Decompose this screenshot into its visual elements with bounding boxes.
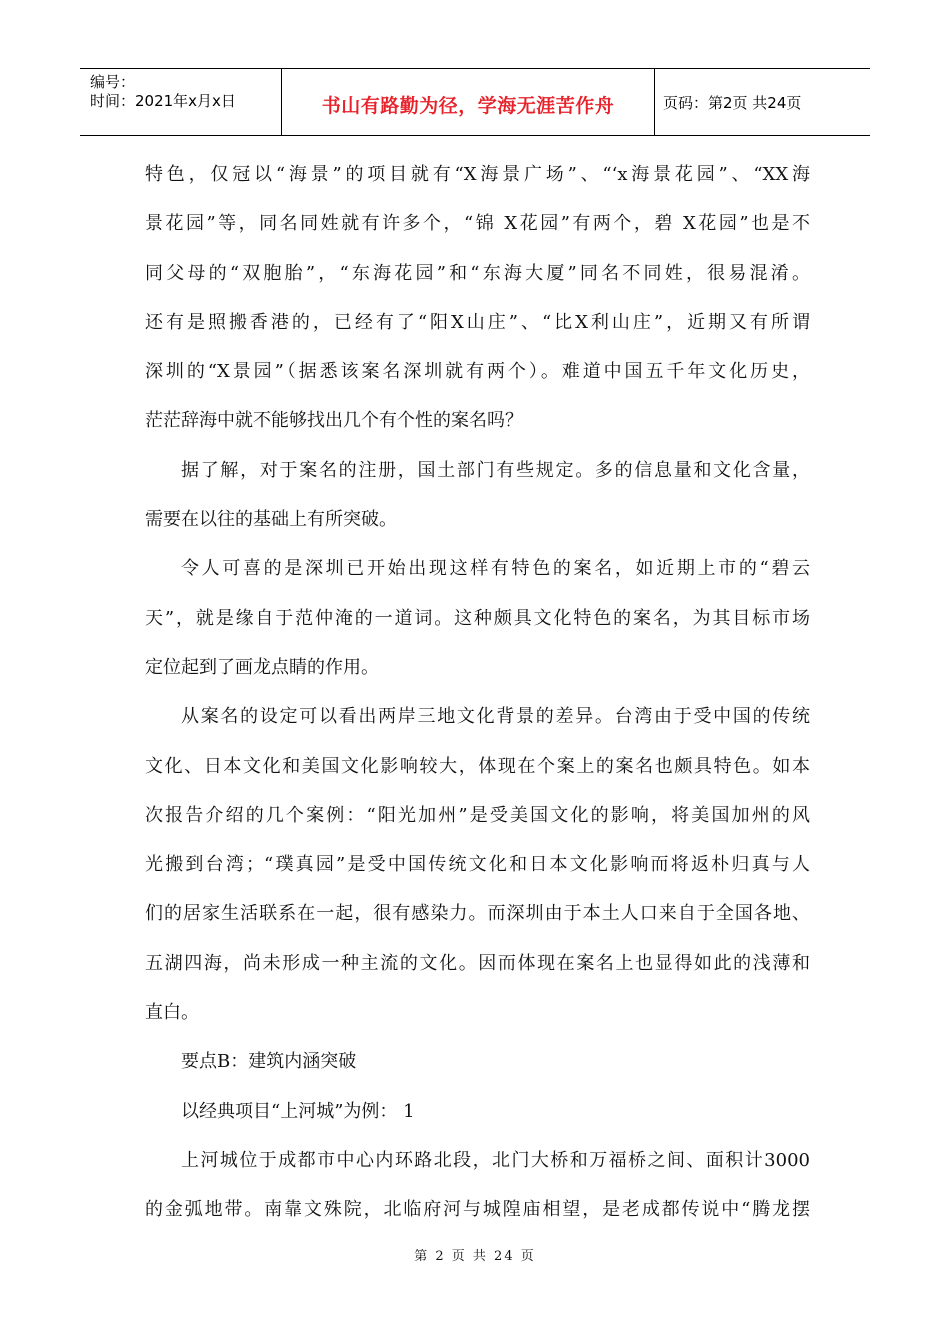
page-header [80, 68, 870, 136]
header-motto: 书山有路勤为径，学海无涯苦作舟 [321, 94, 615, 117]
text-line: 从案名的设定可以看出两岸三地文化背景的差异。台湾由于受中国的传统 [181, 706, 810, 728]
text-line: 景花园”等，同名同姓就有许多个，“锦 X花园”有两个，碧 X花园”也是不 [145, 213, 810, 235]
text-line: 光搬到台湾；“璞真园”是受中国传统文化和日本文化影响而将返朴归真与人 [145, 854, 810, 876]
header-number: 编号： [90, 73, 136, 91]
text-line: 同父母的“双胞胎”，“东海花园”和“东海大厦”同名不同姓，很易混淆。 [145, 262, 810, 284]
text-line: 五湖四海，尚未形成一种主流的文化。因而体现在案名上也显得如此的浅薄和 [145, 952, 810, 974]
paragraph-4 [145, 692, 810, 1037]
text-line: 令人可喜的是深圳已开始出现这样有特色的案名，如近期上市的“碧云 [181, 558, 810, 580]
header-page-info: 页码：第2页 共24页 [663, 93, 802, 112]
paragraph-1 [145, 150, 810, 446]
paragraph-2 [145, 446, 810, 545]
paragraph-7 [145, 1136, 810, 1235]
text-line: 据了解，对于案名的注册，国土部门有些规定。多的信息量和文化含量， [181, 459, 810, 481]
text-line: 还有是照搬香港的，已经有了“阳X山庄”、“比X利山庄”，近期又有所谓 [145, 311, 810, 333]
text-line: 上河城位于成都市中心内环路北段，北门大桥和万福桥之间、面积计3000 [181, 1149, 810, 1171]
text-line: 定位起到了画龙点睛的作用。 [145, 656, 379, 678]
text-line: 以经典项目“上河城”为例： 1 [181, 1100, 415, 1122]
header-time: 时间：2021年x月x日 [90, 92, 236, 110]
text-line: 需要在以往的基础上有所突破。 [145, 509, 397, 531]
header-meta [80, 69, 282, 135]
text-line: 天”，就是缘自于范仲淹的一道词。这种颇具文化特色的案名，为其目标市场 [145, 607, 810, 629]
text-line: 深圳的“X景园”（据悉该案名深圳就有两个）。难道中国五千年文化历史， [145, 361, 810, 383]
text-line: 文化、日本文化和美国文化影响较大，体现在个案上的案名也颇具特色。如本 [145, 755, 810, 777]
paragraph-3 [145, 544, 810, 692]
section-heading: 要点B：建筑内涵突破 [181, 1051, 357, 1073]
paragraph-6 [145, 1087, 810, 1136]
page-footer: 第 2 页 共 24 页 [414, 1249, 536, 1264]
document-body [145, 150, 810, 1235]
paragraph-5 [145, 1037, 810, 1086]
text-line: 特色，仅冠以“海景”的项目就有“X海景广场”、“‘x海景花园”、“XX海 [145, 164, 810, 185]
header-motto-cell [282, 69, 655, 135]
text-line: 次报告介绍的几个案例：“阳光加州”是受美国文化的影响，将美国加州的风 [145, 804, 810, 826]
text-line: 直白。 [145, 1002, 199, 1024]
text-line: 茫茫辞海中就不能够找出几个有个性的案名吗？ [145, 410, 523, 432]
text-line: 们的居家生活联系在一起，很有感染力。而深圳由于本土人口来自于全国各地、 [145, 903, 810, 925]
text-line: 的金弧地带。南靠文殊院，北临府河与城隍庙相望，是老成都传说中“腾龙摆 [145, 1199, 810, 1221]
